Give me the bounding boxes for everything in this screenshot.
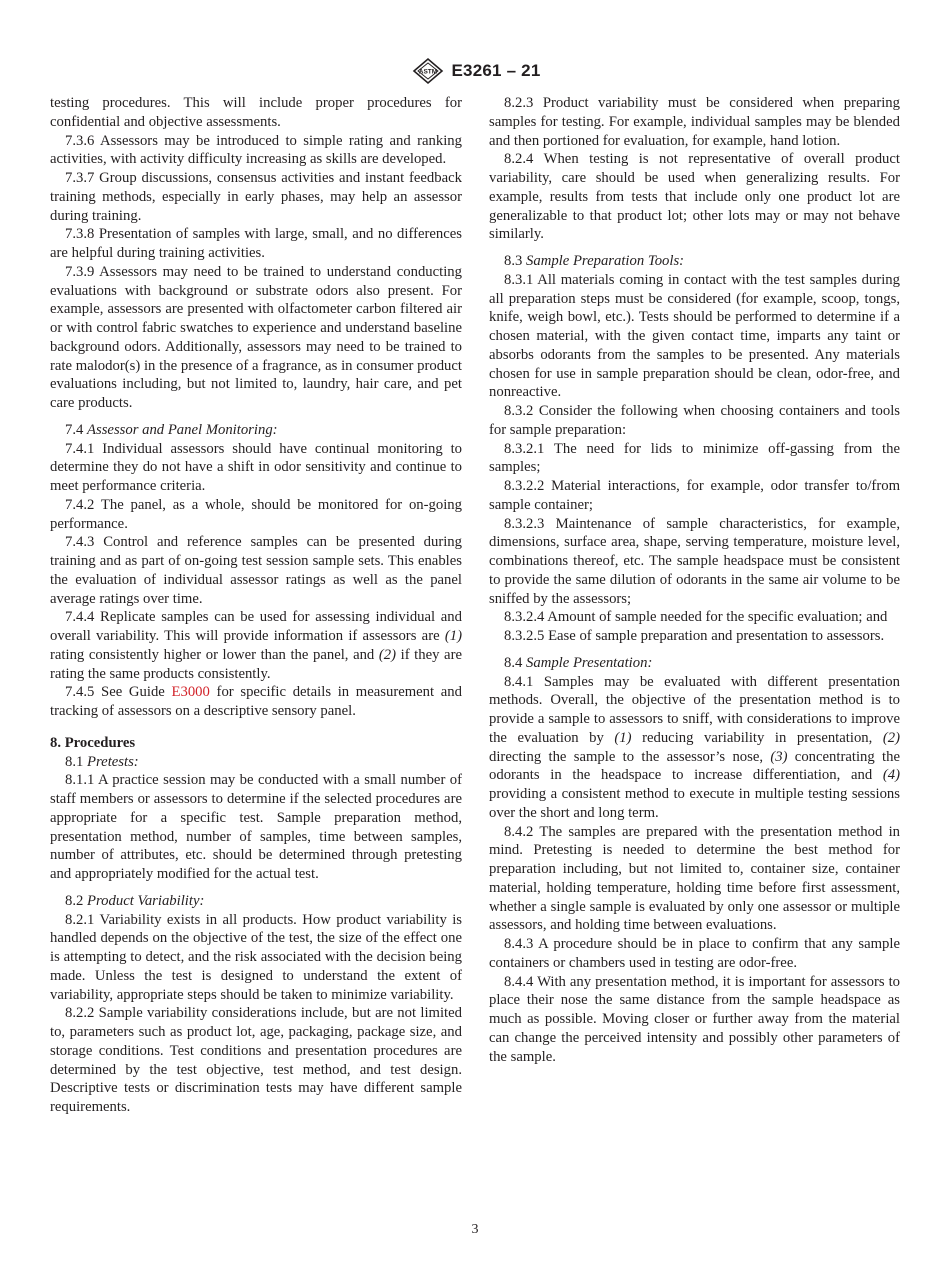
- heading-8-1-number: 8.1: [65, 753, 84, 770]
- paragraph-7-4-1: 7.4.1 Individual assessors should have continual monitoring to determine they do not have a shift in odor sensitivity and continue to meet performance criteria.: [50, 440, 462, 494]
- section-8-heading: 8. Procedures: [50, 734, 136, 751]
- heading-8-1-title: Pretests:: [87, 753, 139, 770]
- paragraph-7-4-5: 7.4.5 See Guide E3000 for specific details in measurement and tracking of assessors on a descriptive sensory panel.: [50, 684, 462, 719]
- paragraph-7-3-7: 7.3.7 Group discussions, consensus activities and instant feedback training methods, especially in early phases, may help an assessor during training.: [50, 170, 462, 224]
- paragraph-7-3-8: 7.3.8 Presentation of samples with large, small, and no differences are helpful during training activities.: [50, 226, 462, 261]
- heading-8-3: [489, 252, 900, 271]
- paragraph-8-2-1: 8.2.1 Variability exists in all products. How product variability is handled depends on the objective of the test, the size of the effect one is attempting to detect, and the risk associated with the decision being made. Unless the test is designed to understand the extent of variability, appropriate steps should be taken to minimize variability.: [50, 911, 462, 1003]
- paragraph-8-3-2-5: 8.3.2.5 Ease of sample preparation and presentation to assessors.: [504, 628, 885, 644]
- paragraph-8-3-2-2: 8.3.2.2 Material interactions, for example, odor transfer to/from sample container;: [489, 478, 900, 513]
- heading-8-4: [489, 654, 900, 673]
- page-number: 3: [471, 1222, 479, 1237]
- page-header: [0, 56, 950, 86]
- paragraph-8-2-4: 8.2.4 When testing is not representative of overall product variability, care should be used when generalizing results. For example, results from tests that include only one product lot are generalizable to that product lot; other lots may or may not behave similarly.: [489, 151, 900, 243]
- paragraph-7-3-6: 7.3.6 Assessors may be introduced to simple rating and ranking activities, with activity difficulty increasing as skills are developed.: [50, 132, 462, 168]
- heading-8-3-title: Sample Preparation Tools:: [526, 253, 685, 269]
- paragraph-continued: testing procedures. This will include proper procedures for confidential and objective assessments.: [50, 95, 462, 130]
- left-column: [50, 94, 462, 1117]
- paragraph-7-4-3: 7.4.3 Control and reference samples can be presented during training and as part of on-going test session sample sets. This enables the evaluation of individual assessor ratings as well as the panel average ratings over time.: [50, 534, 462, 607]
- heading-8-4-title: Sample Presentation:: [526, 654, 653, 671]
- paragraph-7-4-4: 7.4.4 Replicate samples can be used for assessing individual and overall variability. This will provide information if assessors are (1) rating consistently higher or lower than the panel, and (2) if they are rating the same products consistently.: [50, 609, 462, 682]
- heading-8-1: [50, 753, 462, 772]
- paragraph-7-4-2: 7.4.2 The panel, as a whole, should be monitored for on-going performance.: [50, 496, 462, 532]
- paragraph-8-3-1: 8.3.1 All materials coming in contact with the test samples during all preparation steps must be considered (for example, scoop, tongs, knife, weigh bowl, etc.). Tests should be performed to determine if a chosen material, with the given contact time, imparts any taint or absorbs odorants from the samples to be presented. Any materials chosen for use in sample preparation should be clean, odor-free, and nonreactive.: [489, 271, 900, 401]
- heading-7-4-number: 7.4: [65, 421, 84, 438]
- paragraph-8-3-2: 8.3.2 Consider the following when choosing containers and tools for sample preparation:: [489, 403, 900, 438]
- heading-7-4-title: Assessor and Panel Monitoring:: [87, 421, 278, 438]
- heading-8-2-number: 8.2: [65, 892, 84, 909]
- paragraph-8-4-4: 8.4.4 With any presentation method, it is important for assessors to place their nose the same distance from the sample headspace as much as possible. Moving closer or further away from the material can change the perceived intensity and possibly other parameters of the sample.: [489, 973, 900, 1065]
- logo-text: ASTM: [418, 68, 437, 76]
- paragraph-8-3-2-3: 8.3.2.3 Maintenance of sample characteristics, for example, dimensions, surface area, shape, serving temperature, moisture level, combinations thereof, etc. The sample headspace must be consistent to provide the same dilution of odorants in the same air volume to be sniffed by the assessors;: [489, 515, 900, 607]
- paragraph-8-3-2-1: 8.3.2.1 The need for lids to minimize off-gassing from the samples;: [489, 440, 900, 476]
- paragraph-8-2-3: 8.2.3 Product variability must be considered when preparing samples for testing. For example, individual samples may be blended and then portioned for evaluation, for example, hand lotion.: [489, 95, 900, 149]
- heading-8-2-title: Product Variability:: [87, 892, 205, 909]
- paragraph-8-1-1: 8.1.1 A practice session may be conducted with a small number of staff members or assessors to determine if the selected procedures are appropriate for a specific test. Sample preparation method, presentation method, number of samples, time between samples, number of attributes, etc. should be determined through pretesting and appropriately modified for the actual test.: [50, 772, 462, 882]
- standard-designation: E3261 – 21: [451, 61, 541, 80]
- paragraph-8-3-2-4: 8.3.2.4 Amount of sample needed for the specific evaluation; and: [504, 609, 888, 626]
- paragraph-8-4-2: 8.4.2 The samples are prepared with the presentation method in mind. Pretesting is needed to determine the best method for preparation including, but not limited to, container size, container material, holding temperature, holding time before first assessment, whether a single sample is evaluated by only one assessor or multiple assessors, and holding time between evaluations.: [489, 823, 900, 934]
- astm-logo-icon: [410, 57, 446, 85]
- paragraph-8-2-2: 8.2.2 Sample variability considerations include, but are not limited to, parameters such as product lot, age, packaging, package size, and storage conditions. Test conditions and presentation procedures are determined by the test objective, test method, and test design. Descriptive tests or discrimination tests may have different sample requirements.: [50, 1005, 462, 1115]
- heading-8-2: [50, 892, 462, 911]
- e3000-link[interactable]: E3000: [171, 684, 210, 701]
- right-column: [489, 94, 900, 1066]
- paragraph-7-3-9: 7.3.9 Assessors may need to be trained to understand conducting evaluations with background or substrate odors also present. For example, assessors are presented with olfactometer carbon filtered air or with control fabric swatches to experience and understand baseline background odors. Additionally, assessors may need to be trained to rate malodor(s) in the presence of a fragrance, as in consumer product evaluations including, but not limited to, laundry, hair care, and pet care products.: [50, 263, 462, 411]
- heading-8-3-number: 8.3: [504, 253, 523, 269]
- heading-7-4: [50, 421, 462, 440]
- paragraph-8-4-3: 8.4.3 A procedure should be in place to confirm that any sample containers or chambers used in testing are odor-free.: [489, 936, 900, 971]
- heading-8-4-number: 8.4: [504, 654, 523, 671]
- paragraph-8-4-1: 8.4.1 Samples may be evaluated with different presentation methods. Overall, the objective of the presentation method is to provide a sample to assessors to sniff, with considerations to improve the evaluation by (1) reducing variability in presentation, (2) directing the sample to the assessor’s nose, (3) concentrating the odorants in the headspace to increase differentiation, and (4) providing a consistent method to execute in multiple testing sessions over the short and long term.: [489, 673, 900, 821]
